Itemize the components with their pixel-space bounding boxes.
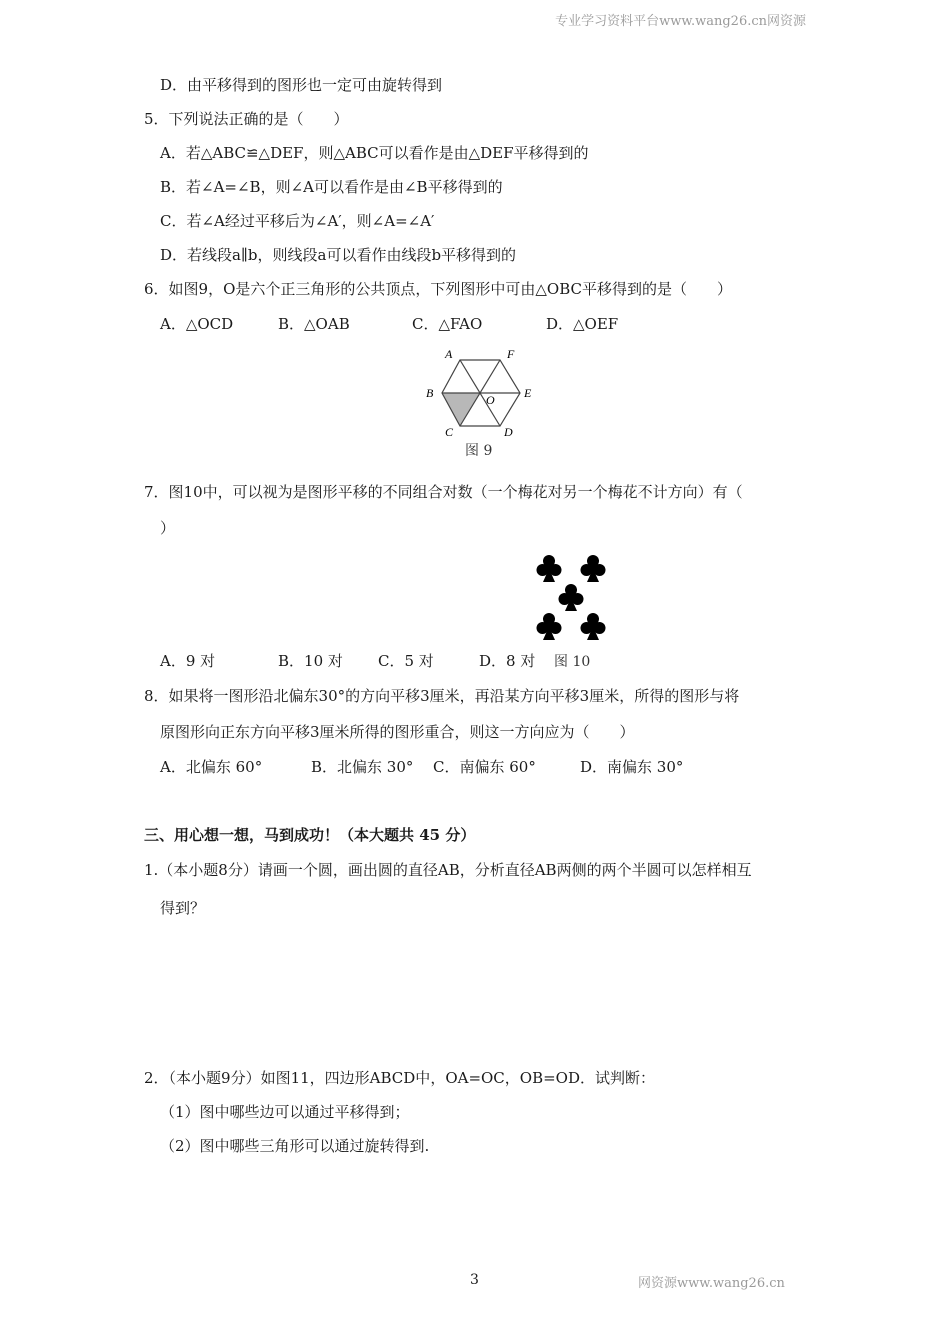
q6-option-c: C．△FAO <box>412 315 483 333</box>
q7-stem-line2: ） <box>160 519 176 537</box>
section-3-problem-1-line2: 得到？ <box>160 899 206 917</box>
q7-option-a: A．9 对 <box>160 652 216 670</box>
q5-stem: 5．下列说法正确的是（ ） <box>144 110 349 128</box>
label-a: A <box>445 347 453 361</box>
clubs-figure <box>534 548 610 648</box>
label-b: B <box>426 386 434 400</box>
q7-option-d: D．8 对 <box>479 652 536 670</box>
q7-stem-line1: 7．图10中，可以视为是图形平移的不同组合对数（一个梅花对另一个梅花不计方向）有（ <box>144 483 743 501</box>
q7-option-b: B．10 对 <box>278 652 343 670</box>
section-3-problem-2-part-2: （2）图中哪些三角形可以通过旋转得到. <box>160 1137 430 1155</box>
header-watermark: 专业学习资料平台www.wang26.cn网资源 <box>555 14 806 29</box>
label-c: C <box>445 425 454 439</box>
q8-option-b: B．北偏东 30° <box>311 758 414 776</box>
q8-stem-line2: 原图形向正东方向平移3厘米所得的图形重合，则这一方向应为（ ） <box>160 723 635 741</box>
label-o: O <box>486 393 495 407</box>
q5-option-a: A．若△ABC≌△DEF，则△ABC可以看作是由△DEF平移得到的 <box>160 144 589 162</box>
q8-option-a: A．北偏东 60° <box>160 758 263 776</box>
page-number: 3 <box>470 1272 479 1288</box>
club-icon <box>537 613 562 640</box>
section-3-title: 三、用心想一想，马到成功！（本大题共 45 分） <box>144 826 476 844</box>
q6-option-d: D．△OEF <box>546 315 619 333</box>
q8-option-c: C．南偏东 60° <box>433 758 536 776</box>
q6-option-b: B．△OAB <box>278 315 350 333</box>
q8-stem-line1: 8．如果将一图形沿北偏东30°的方向平移3厘米，再沿某方向平移3厘米，所得的图形与将 <box>144 687 740 705</box>
club-icon <box>581 613 606 640</box>
q5-option-b: B．若∠A=∠B，则∠A可以看作是由∠B平移得到的 <box>160 178 503 196</box>
label-e: E <box>524 386 532 400</box>
label-f: F <box>507 347 515 361</box>
figure-9-caption: 图 9 <box>465 443 493 459</box>
q4-option-d: D．由平移得到的图形也一定可由旋转得到 <box>160 76 443 94</box>
q5-option-c: C．若∠A经过平移后为∠A′，则∠A=∠A′ <box>160 212 435 230</box>
q8-option-d: D．南偏东 30° <box>580 758 684 776</box>
label-d: D <box>504 425 513 439</box>
footer-watermark: 网资源www.wang26.cn <box>638 1276 785 1291</box>
shaded-triangle-obc <box>442 393 480 426</box>
club-icon <box>559 584 584 611</box>
section-3-problem-2-part-1: （1）图中哪些边可以通过平移得到； <box>160 1103 410 1121</box>
q6-stem: 6．如图9，O是六个正三角形的公共顶点，下列图形中可由△OBC平移得到的是（ ） <box>144 280 732 298</box>
figure-10-caption: 图 10 <box>554 654 591 670</box>
club-icon <box>581 555 606 582</box>
q7-option-c: C．5 对 <box>378 652 434 670</box>
q6-option-a: A．△OCD <box>160 315 234 333</box>
club-icon <box>537 555 562 582</box>
section-3-problem-2-stem: 2．（本小题9分）如图11，四边形ABCD中，OA=OC，OB=OD．试判断： <box>144 1069 655 1087</box>
q5-option-d: D．若线段a∥b，则线段a可以看作由线段b平移得到的 <box>160 246 517 264</box>
hexagon-figure <box>420 344 540 440</box>
section-3-problem-1-line1: 1.（本小题8分）请画一个圆，画出圆的直径AB，分析直径AB两侧的两个半圆可以怎样相互 <box>144 861 752 879</box>
